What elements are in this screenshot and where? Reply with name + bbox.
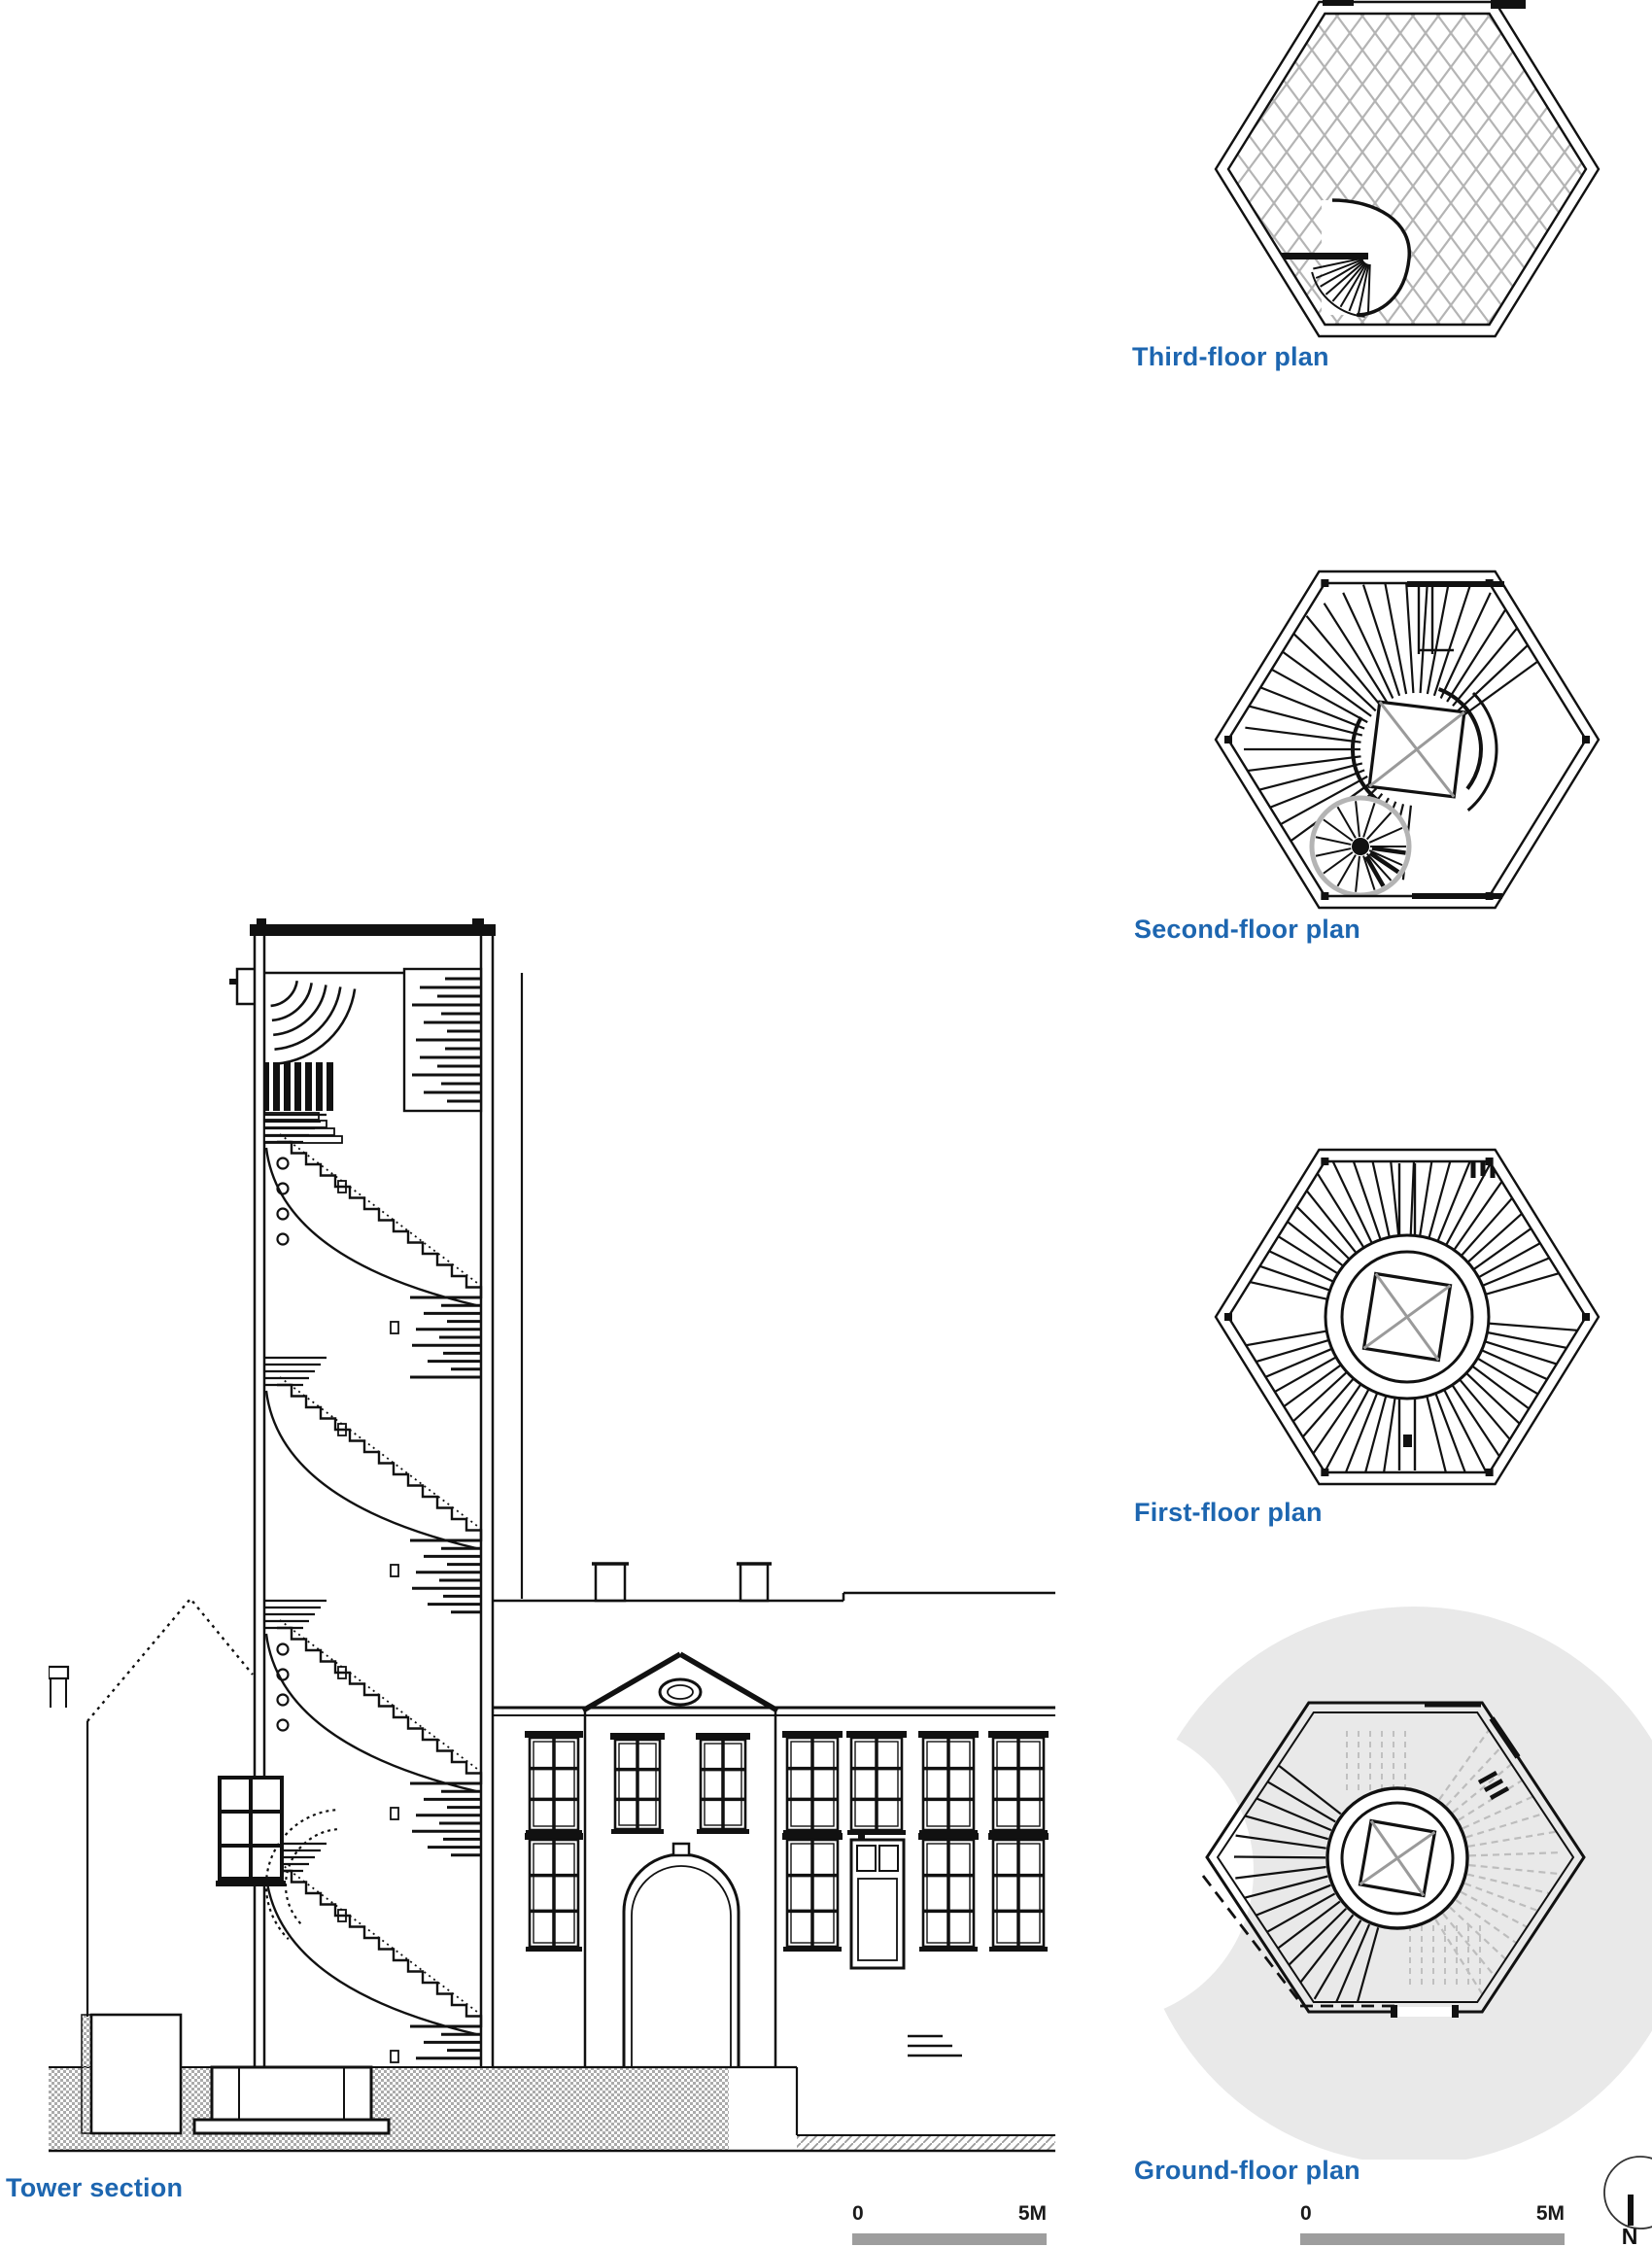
scale-5m-label: 5M xyxy=(1017,2202,1047,2225)
scale-zero-label: 0 xyxy=(1300,2202,1312,2225)
north-label: N xyxy=(1621,2224,1638,2247)
ground-floor-figure xyxy=(1108,1604,1652,2160)
tower-section-drawing xyxy=(49,918,1059,2161)
ground-floor-plan-label: Ground-floor plan xyxy=(1134,2156,1360,2185)
scale-bar-right xyxy=(1300,2202,1565,2245)
second-floor-plan-label: Second-floor plan xyxy=(1134,915,1360,944)
third-floor-plan-label: Third-floor plan xyxy=(1132,342,1329,371)
tower-section-label: Tower section xyxy=(6,2173,184,2202)
north-indicator xyxy=(1594,2152,1652,2247)
second-floor-plan-drawing xyxy=(1213,569,1601,911)
scale-bar xyxy=(852,2233,1047,2245)
scale-zero-label: 0 xyxy=(852,2202,864,2225)
scale-bar-left xyxy=(852,2202,1047,2245)
scale-bar xyxy=(1300,2233,1565,2245)
north-arrow-icon xyxy=(1594,2152,1652,2247)
third-floor-plan-drawing xyxy=(1213,0,1601,338)
scale-5m-label: 5M xyxy=(1535,2202,1565,2225)
ground-floor-plan-drawing xyxy=(1201,1697,1590,2018)
first-floor-plan-label: First-floor plan xyxy=(1134,1498,1323,1527)
first-floor-plan-drawing xyxy=(1213,1147,1601,1487)
